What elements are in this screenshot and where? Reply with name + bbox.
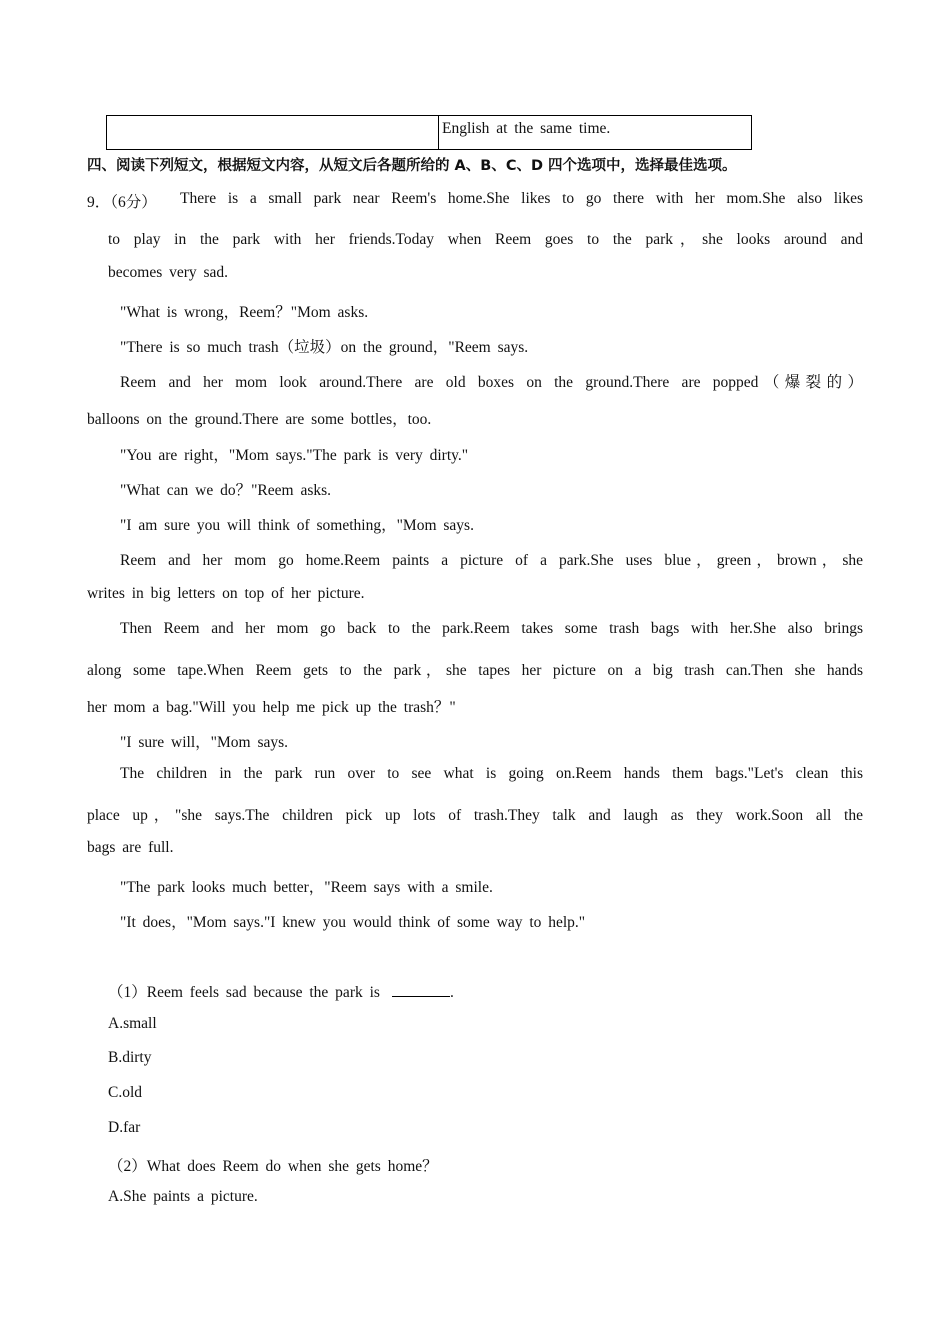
answer-blank bbox=[392, 984, 450, 997]
blank-period: . bbox=[449, 984, 454, 1001]
passage-line: Reem and her mom go home.Reem paints a picture of a park.She uses blue，green，brown，she bbox=[120, 552, 863, 569]
passage-line: balloons on the ground.There are some bottles，too. bbox=[87, 411, 432, 428]
dialogue-line: "It does，"Mom says."I knew you would think of some way to help." bbox=[120, 914, 586, 931]
sub-question-1 bbox=[108, 980, 454, 1002]
dialogue-line: "There is so much trash（垃圾）on the ground，"Reem says. bbox=[120, 339, 529, 356]
sub-question-1-stem: （1）Reem feels sad because the park is bbox=[108, 984, 380, 1001]
answer-table bbox=[106, 115, 752, 150]
table-row bbox=[107, 116, 752, 150]
question-number: 9．（6分） bbox=[87, 194, 157, 211]
passage-line: to play in the park with her friends.Today when Reem goes to the park，she looks around and bbox=[108, 231, 863, 248]
passage-line: along some tape.When Reem gets to the park，she tapes her picture on a big trash can.Then she hands bbox=[87, 662, 863, 679]
option-c: C.old bbox=[108, 1084, 143, 1101]
passage-line: There is a small park near Reem's home.She likes to go there with her mom.She also likes bbox=[180, 190, 863, 207]
dialogue-line: "I am sure you will think of something，"Mom says. bbox=[120, 517, 474, 534]
dialogue-line: "You are right，"Mom says."The park is very dirty." bbox=[120, 447, 469, 464]
option-b: B.dirty bbox=[108, 1049, 152, 1066]
dialogue-line: "The park looks much better，"Reem says with a smile. bbox=[120, 879, 493, 896]
passage-line: bags are full. bbox=[87, 839, 174, 856]
table-cell-right: English at the same time. bbox=[439, 116, 752, 150]
option-a: A.small bbox=[108, 1015, 157, 1032]
passage-line: The children in the park run over to see what is going on.Reem hands them bags."Let's clean this bbox=[120, 765, 863, 782]
passage-line: Reem and her mom look around.There are old boxes on the ground.There are popped（爆裂的） bbox=[120, 374, 863, 391]
option-d: D.far bbox=[108, 1119, 141, 1136]
dialogue-line: "What is wrong，Reem？"Mom asks. bbox=[120, 304, 369, 321]
dialogue-line: "I sure will，"Mom says. bbox=[120, 734, 289, 751]
sub-question-2-stem: （2）What does Reem do when she gets home？ bbox=[108, 1158, 438, 1175]
option-a: A.She paints a picture. bbox=[108, 1188, 258, 1205]
passage-line: her mom a bag."Will you help me pick up the trash？" bbox=[87, 699, 456, 716]
table-cell-left bbox=[107, 116, 439, 150]
passage-line: becomes very sad. bbox=[108, 264, 229, 281]
passage-line: Then Reem and her mom go back to the park.Reem takes some trash bags with her.She also brings bbox=[120, 620, 863, 637]
section-heading: 四、阅读下列短文，根据短文内容，从短文后各题所给的 A、B、C、D 四个选项中，选择最佳选项。 bbox=[87, 158, 737, 174]
passage-line: place up，"she says.The children pick up lots of trash.They talk and laugh as they work.Soon all the bbox=[87, 807, 863, 824]
passage-line: writes in big letters on top of her picture. bbox=[87, 585, 365, 602]
dialogue-line: "What can we do？"Reem asks. bbox=[120, 482, 332, 499]
